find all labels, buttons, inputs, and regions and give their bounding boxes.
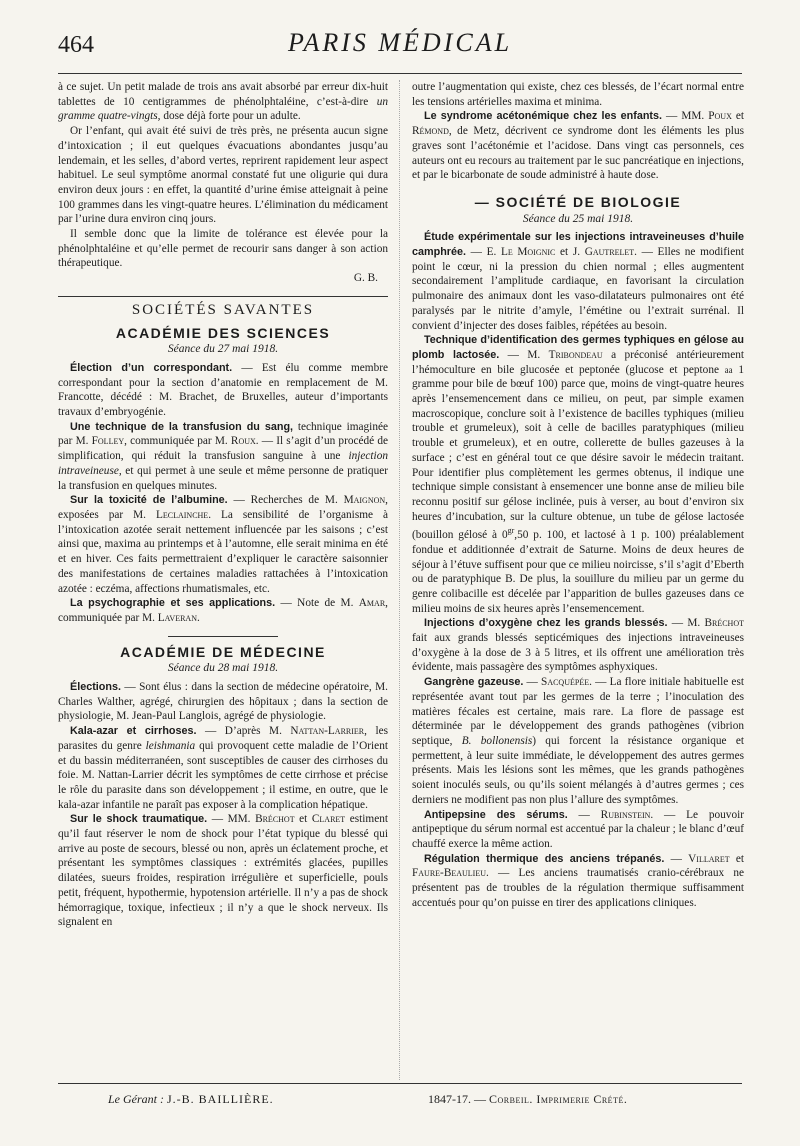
gerant-credit: Le Gérant : J.-B. BAILLIÈRE. [108, 1092, 274, 1106]
report-entry: Injections d’oxygène chez les grands blessés. — M. Bréchot fait aux grands blessés septicémiques des injections intraveineuses d’oxygène à la dose de 3 à 5 litres, et ils offrent une amélioration très évidente, mais passagère des symptômes asphyxiques. [412, 617, 745, 674]
report-entry: Antipepsine des sérums. — Rubinstein. — Le pouvoir antipeptique du sérum normal est accentué par la chaleur ; le blanc d’œuf chauffé exerce la même action. [412, 808, 744, 850]
section-rule [58, 296, 388, 297]
report-entry: Élection d’un correspondant. — Est élu comme membre correspondant pour la section d’anatomie en remplacement de M. Francotte, décédé : M. Brachet, de Bruxelles, auteur d’importants travaux d’embryogénie. [58, 361, 389, 419]
page-header [58, 28, 742, 72]
header-rule [58, 73, 742, 74]
academie-sciences-heading: ACADÉMIE DES SCIENCES [115, 324, 331, 341]
seance-date: Séance du 27 mai 1918. [167, 343, 279, 356]
page-number: 464 [58, 32, 94, 58]
report-entry: Régulation thermique des anciens trépanés. — Villaret et Faure-Beaulieu. — Les anciens traumatisés cranio-cérébraux ne présentent pas de troubles de la régulation thermique suffisamment accentués pour qu’on puisse en tirer des applications cliniques. [412, 852, 744, 909]
article-end-paragraph: à ce sujet. Un petit malade de trois ans avait absorbé par erreur dix-huit tablettes de 10 centigrammes de phénolphtaléine, c’est-à-dire un gramme quatre-vingts, dose déjà forte pour un adulte. [58, 81, 388, 123]
article-signature: G. B. [353, 272, 378, 285]
report-entry: Le syndrome acétonémique chez les enfants. — MM. Poux et Rémond, de Metz, décrivent ce syndrome dont les éléments les plus graves sont l’acétonémie et l’acidose. Dans vingt cas personnels, ces auteurs ont eu recours au traitement par le suc pancréatique en injections, et par le bicarbonate de soude administré à haute dose. [412, 110, 745, 182]
journal-title: PARIS MÉDICAL [287, 28, 513, 57]
section-divider [168, 636, 278, 637]
societe-biologie-heading: — SOCIÉTÉ DE BIOLOGIE [474, 193, 682, 210]
report-entry: Étude expérimentale sur les injections intraveineuses d’huile camphrée. — E. Le Moignic et J. Gautrelet. — Elles ne modifient point le cœur, ni la pression du chien normal ; elles augmentent secondairement l’amplitude cardiaque, en favorisant la circulation pulmonaire des animaux dont les vaso-dilatateurs pulmonaires ont été paralysés par le nitrite d’amyle, l’émétine ou l’extrait surrénal. Il convient d’injecter des doses faibles, répétées au besoin. [412, 231, 744, 332]
report-entry: Kala-azar et cirrhoses. — D’après M. Nattan-Larrier, les parasites du genre leishmania qui provoquent cette maladie de l’Orient et du bassin méditerranéen, sont susceptibles de causer des cirrhoses du foie. M. Nattan-Larrier décrit les symptômes de cette cirrhose et précise le rôle du parasite dans son développement ; il estime, en outre, que le kala-azar infantile ne paraît pas exposer à la complication hépatique. [58, 725, 388, 811]
academie-medecine-heading: ACADÉMIE DE MÉDECINE [120, 643, 326, 660]
report-entry: Élections. — Sont élus : dans la section de médecine opératoire, M. Charles Walther, agrégé, chirurgien des hôpitaux ; dans la section de physiologie, M. Jean-Paul Langlois, agrégé de physiologie. [58, 681, 388, 723]
printer-imprint: 1847-17. — Corbeil. Imprimerie Crété. [428, 1092, 628, 1106]
seance-date: Séance du 28 mai 1918. [167, 662, 279, 675]
report-entry: Sur le shock traumatique. — MM. Bréchot et Claret estiment qu’il faut réserver le nom de shock pour l’état typique du blessé qui arrive au poste de secours, blessé ou non, après un éclatement proche, et présentant les symptômes classiques : extrémités glacées, pupilles dilatées, sueurs froides, respiration irrégulière et superficielle, pouls petit, fréquent, hypothermie, hypotension artérielle. Il n’y a pas de shock hémorragique, toxique, infectieux ; il n’y a que le shock nerveux. Ils signalent en [58, 813, 389, 929]
societes-savantes-title: SOCIÉTÉS SAVANTES [131, 301, 315, 318]
report-entry: Sur la toxicité de l’albumine. — Recherches de M. Maignon, exposées par M. Leclainche. La sensibilité de l’organisme à l’intoxication azotée serait nettement influencée par les saisons ; c’est ainsi que, maxima au printemps et à l’automne, elle serait minima en été et en hiver. Ces faits permettraient d’expliquer le caractère saisonnier des manifestations de certaines maladies rattachées à l’intoxication azotée : eczéma, affections rhumatismales, etc. [58, 494, 388, 595]
column-divider [399, 80, 400, 1080]
report-entry: Gangrène gazeuse. — Sacquépée. — La flore initiale habituelle est représentée avant tout par les germes de la terre ; l’inoculation des matières fécales est certaine, mais rare. La flore de passage est déterminée par le développement des grands pathogènes (vibrion septique, B. bollonensis) qui forcent la résistance organique et permettent, à leur suite immédiate, le développement des autres germes présents. Mais les lésions sont les mêmes, que les grands pathogènes soient inoculés seuls, ou qu’ils soient mélangés à d’autres germes ; ces derniers ne modifient pas non plus l’allure des symptômes. [412, 676, 744, 806]
article-paragraph: Or l’enfant, qui avait été suivi de très près, ne présenta aucun signe d’intoxication ; il eut quelques évacuations abondantes jusqu’au lendemain, et les selles, d’abord vertes, reprirent rapidement leur aspect habituel. Le seul symptôme anormal constaté fut une oligurie qui dura environ deux jours : en effet, la quantité d’urine émise atteignait à peine 100 grammes dans les vingt-quatre heures. L’élimination du médicament par l’urine dura environ cinq jours. [58, 125, 388, 226]
left-column [58, 80, 388, 930]
report-entry-continued: outre l’augmentation qui existe, chez ces blessés, de l’écart normal entre les tensions artérielles maxima et minima. [412, 81, 744, 108]
report-entry: Technique d’identification des germes typhiques en gélose au plomb lactosée. — M. Tribondeau a préconisé antérieurement l’hémoculture en bile glucosée et peptonée (glucose et peptone aa 1 gramme pour bile de bœuf 100) parce que, moins de vingt-quatre heures après l’ensemencement dans ce milieu, on peut, par simple examen macroscopique, conclure soit à l’existence de bacilles typhiques (milieu trouble et grumeleux), soit à celle de bacilles paratyphiques (milieu trouble et grumeleux), et en outre, collerette de bulles gazeuses à la surface ; c’est en général tout ce que désire savoir le médecin traitant. Pour identifier plus complètement les germes obtenus, il indique une technique simple consistant à ensemencer une bonne anse de milieu bile reconnu positif sur gélose inclinée, puis à verser, au bout d’environ six heures d’incubation, sur la culture obtenue, un tube de gélose lactosée (bouillon gélosé à $0^{gr},50$ p. 100, et lactosé à 1 p. 100) préalablement fondue et additionnée d’extrait de Saturne. Moins de deux heures de séjour à l’étuve suffisent pour que ce milieu noircisse, s’il s’agit d’Eberth ou de paratyphique B. De plus, la souillure du milieu par un germe du genre colibacille est décelée par l’apparition de bulles gazeuses dans ce milieu moins de six heures après l’ensemencement. [412, 334, 745, 615]
seance-date: Séance du 25 mai 1918. [522, 212, 634, 225]
report-entry: La psychographie et ses applications. — Note de M. Amar, communiquée par M. Laveran. [58, 597, 388, 624]
report-entry: Une technique de la transfusion du sang, technique imaginée par M. Folley, communiquée par M. Roux. — Il s’agit d’un procédé de simplification, qui réduit la transfusion sanguine à une injection intraveineuse, et qui permet à une seule et même personne de pratiquer la transfusion en quelques minutes. [58, 420, 388, 492]
right-column [412, 80, 744, 910]
footer-rule [58, 1083, 742, 1084]
article-paragraph: Il semble donc que la limite de tolérance est élevée pour la phénolphtaléine et qu’elle permet de recourir sans danger à son action thérapeutique. [58, 228, 388, 270]
